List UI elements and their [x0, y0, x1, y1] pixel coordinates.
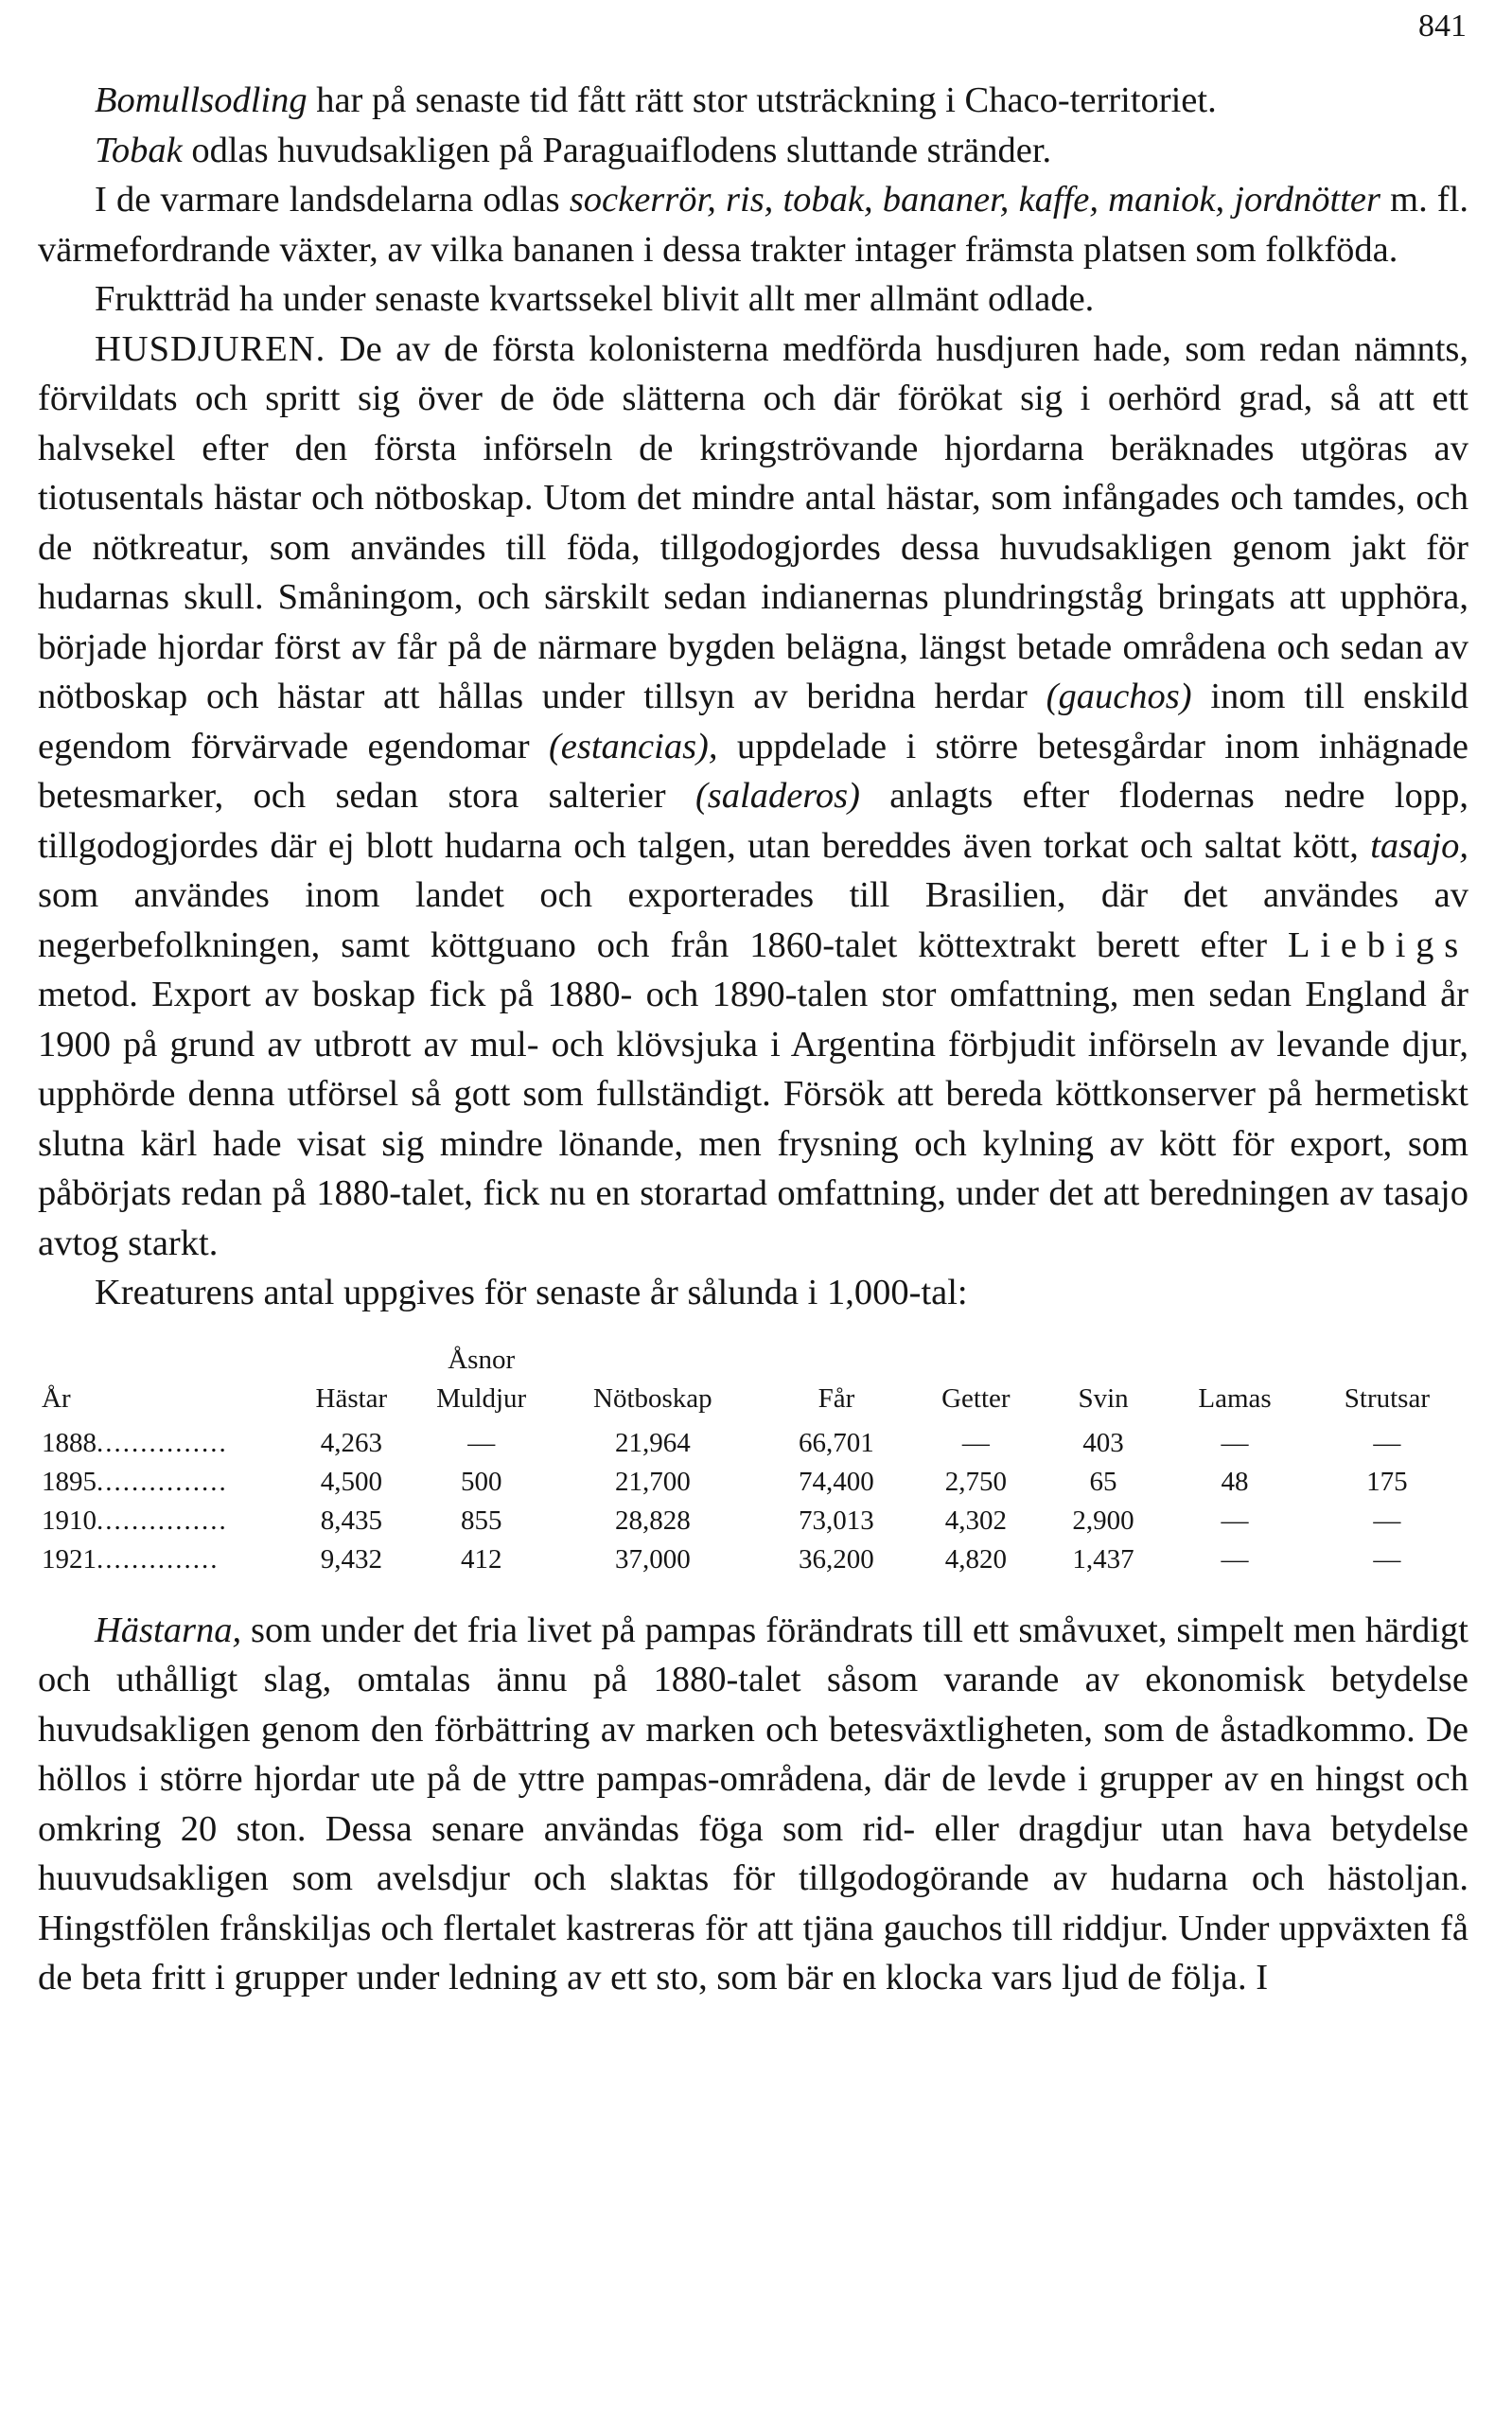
- leader-dots: ...............: [97, 1505, 228, 1536]
- paragraphs-top: [38, 76, 1468, 1318]
- paragraph: [38, 1268, 1468, 1318]
- paragraph: [38, 76, 1468, 126]
- table-cell: —: [1373, 1505, 1401, 1536]
- year-cell: [38, 1463, 282, 1502]
- col-header-year: År: [42, 1382, 71, 1414]
- page-number: 841: [1418, 9, 1467, 44]
- body-text: [38, 76, 1468, 2003]
- table-cell: —: [1373, 1427, 1401, 1458]
- leader-dots: ...............: [97, 1466, 228, 1497]
- paragraph: [38, 175, 1468, 274]
- section-heading: HUSDJUREN.: [95, 328, 326, 369]
- table-cell: 4,500: [320, 1466, 382, 1497]
- table-row: [38, 1502, 1468, 1540]
- table-cell: 21,700: [614, 1466, 691, 1497]
- table-cell: 1,437: [1072, 1543, 1134, 1575]
- table-cell: 36,200: [799, 1543, 874, 1575]
- table-cell: —: [467, 1427, 496, 1458]
- text-run: Kreaturens antal uppgives för senaste år sålunda i 1,000-tal:: [95, 1273, 968, 1312]
- paragraphs-bottom: [38, 1606, 1468, 2003]
- italic-run: (gauchos): [1046, 677, 1192, 716]
- text-run: m. fl. värmefordrande växter, av vilka bananen i dessa trakter intager främsta platsen som folkföda.: [38, 180, 1469, 270]
- italic-run: Bomullsodling: [95, 80, 308, 120]
- italic-run: tasajo,: [1370, 825, 1468, 866]
- italic-run: Tobak: [95, 130, 183, 170]
- year-value: 1910: [42, 1505, 97, 1536]
- text-run: odlas huvudsakligen på Paraguaiflodens sluttande stränder.: [182, 130, 1052, 170]
- col-header-cattle: Nötboskap: [593, 1382, 712, 1414]
- col-header-llamas: Lamas: [1198, 1382, 1272, 1414]
- paragraph: [38, 274, 1468, 325]
- col-header-horses: Hästar: [315, 1382, 388, 1414]
- italic-run: sockerrör, ris, tobak, bananer, kaffe, maniok, jordnötter: [569, 180, 1380, 220]
- text-run: som användes inom landet och exporterades till Brasilien, där det användes av negerbefolkningen, samt köttguano och från 1860-talet köttextrakt berett efter: [38, 875, 1468, 965]
- paragraph: [38, 126, 1468, 176]
- livestock-table: [38, 1341, 1468, 1579]
- table-body: [38, 1424, 1468, 1579]
- table-cell: —: [1373, 1543, 1401, 1575]
- col-header-pigs: Svin: [1078, 1382, 1129, 1414]
- leader-dots: ...............: [97, 1427, 228, 1458]
- year-cell: [38, 1502, 282, 1540]
- paragraph: [38, 325, 1468, 1269]
- table-cell: 37,000: [614, 1543, 691, 1575]
- table-cell: 8,435: [320, 1505, 382, 1536]
- col-header-goats: Getter: [941, 1382, 1011, 1414]
- italic-run: Hästarna,: [95, 1610, 242, 1650]
- table-cell: 412: [460, 1543, 502, 1575]
- table-cell: 2,750: [944, 1466, 1007, 1497]
- table-cell: 4,820: [944, 1543, 1007, 1575]
- text-run: som under det fria livet på pampas förändrats till ett småvuxet, simpelt men härdigt och uthålligt slag, omtalas ännu på 1880-talet såsom varande av ekonomisk betydelse huvudsakligen genom den förbättring av marken och betesväxtligheten, som de åstadkommo. De höllos i större hjordar ute på de yttre pampas-områdena, där de levde i grupper av en hingst och omkring 20 ston. Dessa senare användas föga som rid- eller dragdjur utan hava betydelse huuvudsakligen som avelsdjur och slaktas för tillgodogörande av hudarna och hästoljan. Hingstfölen frånskiljas och flertalet kastreras för att tjäna gauchos till riddjur. Under uppväxten få de beta fritt i grupper under ledning av ett sto, som bär en klocka vars ljud de följa. I: [38, 1610, 1468, 1997]
- text-run: metod. Export av boskap fick på 1880- och 1890-talen stor omfattning, men sedan England år 1900 på grund av utbrott av mul- och klövsjuka i Argentina förbjudit införseln av levande djur, upphörde denna utförsel så gott som fullständigt. Försök att bereda köttkonserver på hermetiskt slutna kärl hade visat sig mindre lönande, men frysning och kylning av kött för export, som påbörjats redan på 1880-talet, fick nu en storartad omfattning, under det att beredningen av tasajo avtog starkt.: [38, 975, 1468, 1263]
- table-cell: 2,900: [1072, 1505, 1134, 1536]
- table-cell: 4,302: [944, 1505, 1007, 1536]
- table-row: [38, 1463, 1468, 1502]
- table-cell: 4,263: [320, 1427, 382, 1458]
- col-header-sheep: Får: [818, 1382, 855, 1414]
- text-run: har på senaste tid fått rätt stor utsträckning i Chaco-territoriet.: [307, 80, 1217, 120]
- year-value: 1921: [42, 1543, 97, 1575]
- year-cell: [38, 1540, 282, 1579]
- table-cell: —: [1221, 1427, 1249, 1458]
- text-run: uppdelade i större betesgårdar inom inhägnade betesmarker, och sedan stora salterier: [38, 726, 1468, 816]
- table-cell: 66,701: [799, 1427, 874, 1458]
- col-header-ostriches: Strutsar: [1344, 1382, 1430, 1414]
- table-cell: 48: [1221, 1466, 1249, 1497]
- year-value: 1895: [42, 1466, 97, 1497]
- year-cell: [38, 1424, 282, 1463]
- text-run: Fruktträd ha under senaste kvartssekel blivit allt mer allmänt odlade.: [95, 279, 1095, 319]
- text-run: De av de första kolonisterna medförda husdjuren hade, som redan nämnts, förvildats och spritt sig över de öde slätterna och där förökat sig i oerhörd grad, så att ett halvsekel efter den första införseln de kringströvande hjordarna beräknades utgöras av tiotusentals hästar och nötboskap. Utom det mindre antal hästar, som infångades och tamdes, och de nötkreatur, som användes till föda, tillgodogjordes dessa huvudsakligen genom jakt för hudarnas skull. Småningom, och särskilt sedan indianernas plundringståg bringats att upphöra, började hjordar först av får på de närmare bygden belägna, längst betade områdena och sedan av nötboskap och hästar att hållas under tillsyn av beridna herdar: [38, 328, 1468, 716]
- table-cell: 73,013: [799, 1505, 874, 1536]
- table-cell: 9,432: [320, 1543, 382, 1575]
- table-cell: 65: [1089, 1466, 1117, 1497]
- table-cell: —: [1221, 1505, 1249, 1536]
- table-cell: 74,400: [799, 1466, 874, 1497]
- table-header-row: [38, 1341, 1468, 1424]
- italic-run: (estancias),: [548, 726, 718, 766]
- table-cell: —: [961, 1427, 990, 1458]
- table-cell: 855: [460, 1505, 502, 1536]
- leader-dots: ..............: [97, 1543, 220, 1575]
- table-cell: 21,964: [614, 1427, 691, 1458]
- text-run: I de varmare landsdelarna odlas: [95, 180, 570, 220]
- table-cell: 175: [1366, 1466, 1408, 1497]
- text-run: inom till enskild egendom förvärvade egendomar: [38, 677, 1468, 766]
- table-cell: 28,828: [614, 1505, 691, 1536]
- table-cell: —: [1221, 1543, 1249, 1575]
- table-row: [38, 1540, 1468, 1579]
- spaced-name: Liebigs: [1288, 924, 1468, 965]
- table-cell: 403: [1082, 1427, 1124, 1458]
- paragraph: [38, 1606, 1468, 2003]
- italic-run: (saladeros): [694, 776, 860, 816]
- table-cell: 500: [460, 1466, 502, 1497]
- text-run: anlagts efter flodernas nedre lopp, tillgodogjordes där ej blott hudarna och talgen, utan bereddes även torkat och saltat kött,: [38, 776, 1468, 866]
- year-value: 1888: [42, 1427, 97, 1458]
- col-header-donkeys-mules: Åsnor Muldjur: [436, 1344, 527, 1414]
- table-row: [38, 1424, 1468, 1463]
